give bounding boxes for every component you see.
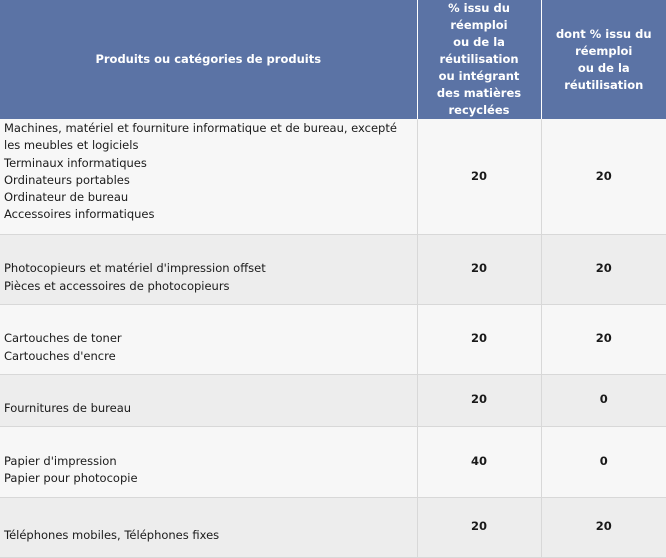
product-label: Machines, matériel et fourniture informatique et de bureau, excepté les meubles et logiciels — [4, 121, 397, 153]
pct-reuse-cell: 20 — [541, 234, 666, 304]
header-pct-total-line: ou intégrant — [438, 69, 520, 83]
header-pct-reuse-line: réemploi — [575, 43, 633, 58]
table-row — [0, 304, 666, 374]
pct-reuse-cell: 20 — [541, 497, 666, 557]
header-pct-total-line: réutilisation — [439, 52, 519, 66]
product-label: Papier d'impression — [4, 453, 117, 468]
header-pct-total-line: des matières — [436, 86, 522, 100]
header-pct-total-line: recyclées — [448, 103, 510, 117]
products-cell — [0, 374, 417, 426]
products-cell — [0, 234, 417, 304]
header-pct-reuse-line: ou de la réutilisation — [564, 60, 644, 92]
header-pct-total — [417, 0, 541, 119]
table-header-row — [0, 0, 666, 119]
table-row — [0, 497, 666, 557]
header-pct-total-line: % issu du réemploi — [448, 1, 510, 32]
table-row — [0, 426, 666, 497]
pct-total-cell: 20 — [417, 497, 541, 557]
products-cell — [0, 426, 417, 497]
product-label: Ordinateur de bureau — [4, 190, 129, 205]
product-label: Fournitures de bureau — [4, 400, 132, 415]
product-label: Cartouches d'encre — [4, 348, 116, 363]
header-pct-total-line: ou de la — [453, 35, 505, 49]
product-label: Accessoires informatiques — [4, 207, 155, 222]
products-cell — [0, 119, 417, 234]
pct-total-cell: 20 — [417, 374, 541, 426]
product-label: Papier pour photocopie — [4, 471, 138, 485]
pct-total-cell: 40 — [417, 426, 541, 497]
pct-reuse-cell: 20 — [541, 119, 666, 234]
product-label: Cartouches de toner — [4, 331, 122, 346]
table-row — [0, 119, 666, 234]
product-label: Téléphones mobiles, Téléphones fixes — [4, 527, 220, 542]
products-cell — [0, 304, 417, 374]
products-cell — [0, 497, 417, 557]
pct-total-cell: 20 — [417, 234, 541, 304]
header-pct-reuse — [541, 0, 666, 119]
product-label: Pièces et accessoires de photocopieurs — [4, 278, 230, 293]
pct-total-cell: 20 — [417, 304, 541, 374]
header-pct-reuse-line: dont % issu du — [555, 26, 652, 41]
table-row — [0, 374, 666, 426]
pct-reuse-cell: 0 — [541, 426, 666, 497]
table-row — [0, 234, 666, 304]
pct-reuse-cell: 0 — [541, 374, 666, 426]
pct-total-cell: 20 — [417, 119, 541, 234]
product-label: Ordinateurs portables — [4, 172, 130, 187]
header-products: Produits ou catégories de produits — [0, 0, 417, 119]
product-label: Photocopieurs et matériel d'impression offset — [4, 261, 266, 276]
product-label: Terminaux informatiques — [4, 155, 147, 170]
pct-reuse-cell: 20 — [541, 304, 666, 374]
